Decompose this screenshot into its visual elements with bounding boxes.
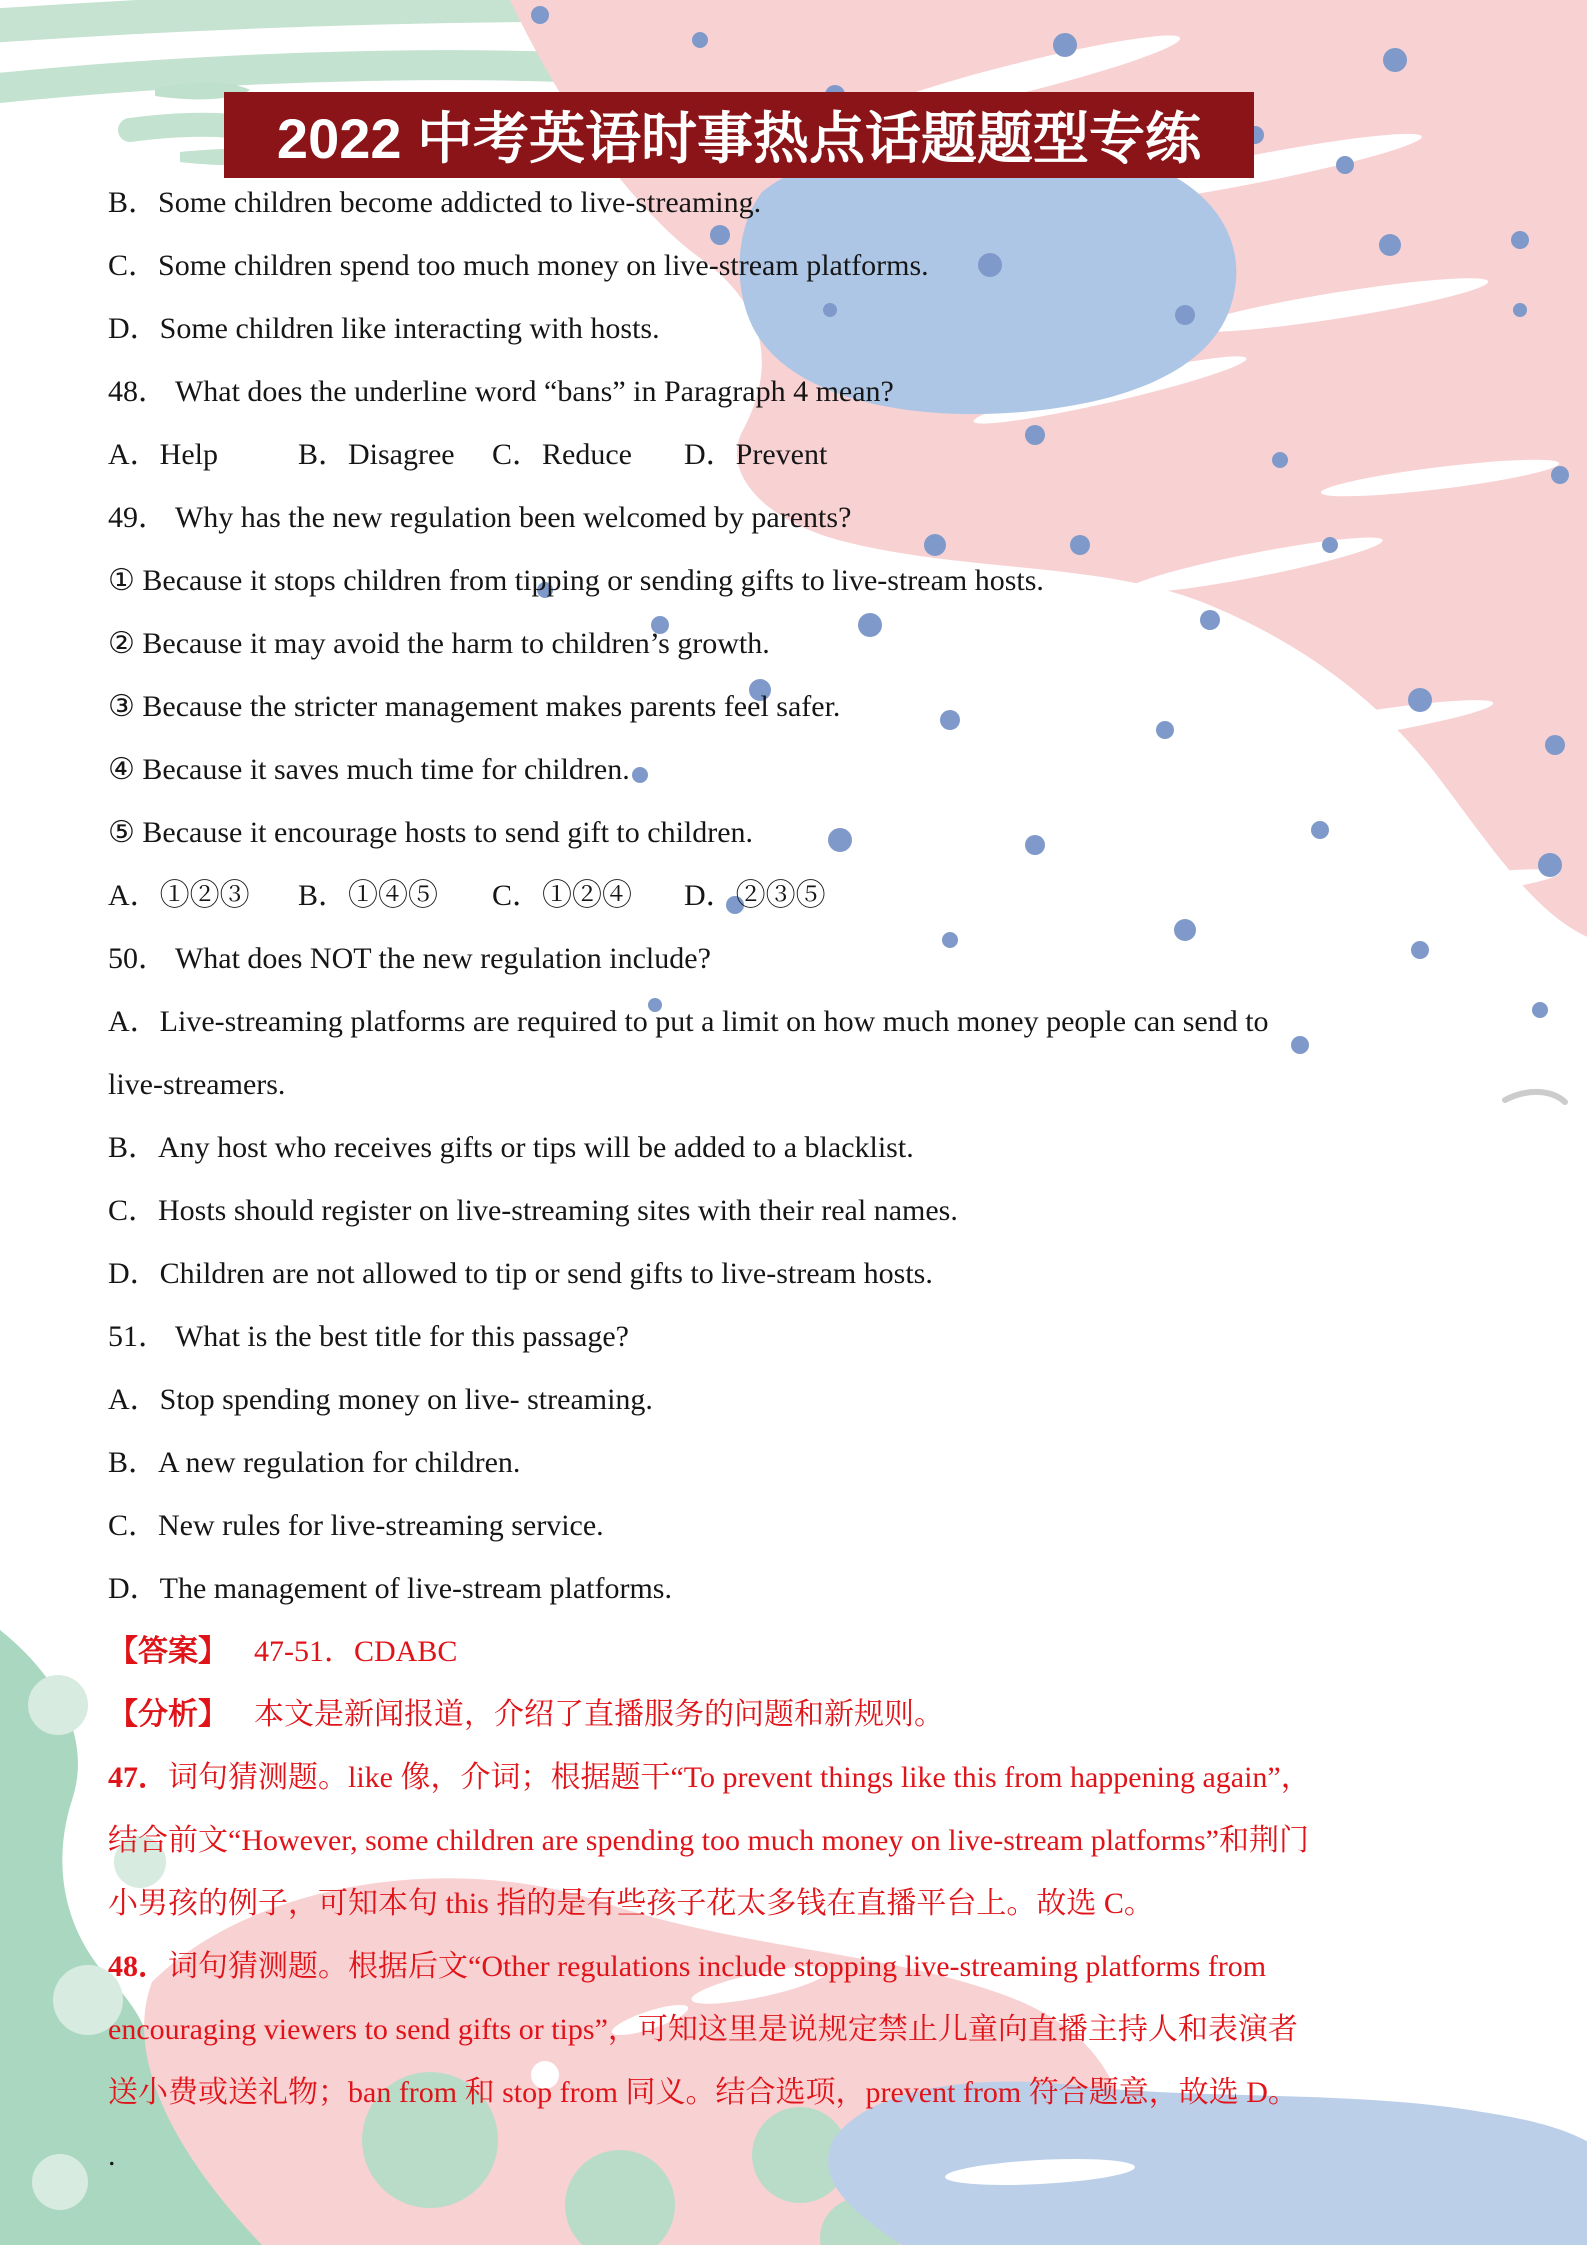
trailing-period: .: [108, 2139, 116, 2172]
q50-option-a-line2: live-streamers.: [108, 1068, 286, 1101]
document-body: [108, 171, 1498, 2187]
analysis-q48-line3: 送小费或送礼物；ban from 和 stop from 同义。结合选项，prevent from 符合题意，故选 D。: [108, 2076, 1298, 2109]
q51-option-b: B．A new regulation for children.: [108, 1446, 521, 1479]
q51-option-c: C．New rules for live-streaming service.: [108, 1509, 604, 1542]
q48-stem: 48． What does the underline word “bans” in Paragraph 4 mean?: [108, 375, 894, 408]
analysis-intro-line: [108, 1683, 1498, 1746]
q50-option-d: D．Children are not allowed to tip or send gifts to live-stream hosts.: [108, 1257, 933, 1290]
q51-option-a: A．Stop spending money on live- streaming.: [108, 1383, 653, 1416]
q49-statement-1: ① Because it stops children from tipping or sending gifts to live-stream hosts.: [108, 564, 1044, 597]
q48-options-row: [108, 423, 1498, 486]
analysis-q47-text1: 词句猜测题。like 像，介词；根据题干“To prevent things like this from happening again”，: [168, 1761, 1311, 1794]
q49-option-c: C．①②④: [492, 879, 633, 912]
q50-stem: 50． What does NOT the new regulation include?: [108, 942, 711, 975]
analysis-q47-line2: 结合前文“However, some children are spending too much money on live-stream platforms”和荆门: [108, 1824, 1309, 1857]
q49-stem: 49． Why has the new regulation been welcomed by parents?: [108, 501, 852, 534]
q50-option-a-line1: A．Live-streaming platforms are required to put a limit on how much money people can send to: [108, 1005, 1269, 1038]
analysis-q48-line1: [108, 1935, 1498, 1998]
q49-statement-5: ⑤ Because it encourage hosts to send gift to children.: [108, 816, 754, 849]
analysis-q48-number: 48．: [108, 1950, 168, 1983]
analysis-q47-line3: 小男孩的例子，可知本句 this 指的是有些孩子花太多钱在直播平台上。故选 C。: [108, 1887, 1154, 1920]
q50-option-b: B．Any host who receives gifts or tips will be added to a blacklist.: [108, 1131, 914, 1164]
q47-option-d: D．Some children like interacting with hosts.: [108, 312, 660, 345]
analysis-q48-text1: 词句猜测题。根据后文“Other regulations include stopping live-streaming platforms from: [168, 1950, 1267, 1983]
q49-option-a: A．①②③: [108, 879, 250, 912]
analysis-intro: 本文是新闻报道，介绍了直播服务的问题和新规则。: [254, 1698, 944, 1731]
analysis-label: 【分析】: [108, 1698, 228, 1731]
answer-label: 【答案】: [108, 1635, 228, 1668]
q47-option-c: C．Some children spend too much money on live-stream platforms.: [108, 249, 929, 282]
page-title: 2022 中考英语时事热点话题题型专练: [276, 107, 1202, 170]
answer-value: 47-51．CDABC: [254, 1635, 458, 1668]
answer-line: [108, 1620, 1498, 1683]
q48-option-c: C．Reduce: [492, 438, 632, 471]
analysis-q47-line1: [108, 1746, 1498, 1809]
analysis-q47-number: 47．: [108, 1761, 168, 1794]
grey-swirl: [1505, 1092, 1565, 1102]
q49-option-b: B．①④⑤: [298, 879, 439, 912]
q49-statement-4: ④ Because it saves much time for children.: [108, 753, 630, 786]
q47-option-b: B．Some children become addicted to live-streaming.: [108, 186, 762, 219]
q51-option-d: D．The management of live-stream platforms.: [108, 1572, 672, 1605]
q48-option-a: A．Help: [108, 438, 218, 471]
q49-statement-2: ② Because it may avoid the harm to children’s growth.: [108, 627, 770, 660]
q48-option-d: D．Prevent: [684, 438, 828, 471]
q51-stem: 51． What is the best title for this passage?: [108, 1320, 630, 1353]
title-banner: [224, 92, 1254, 178]
analysis-q48-line2: encouraging viewers to send gifts or tips”，可知这里是说规定禁止儿童向直播主持人和表演者: [108, 2013, 1298, 2046]
q48-option-b: B．Disagree: [298, 438, 455, 471]
q49-option-d: D．②③⑤: [684, 879, 826, 912]
q49-options-row: [108, 864, 1498, 927]
q50-option-c: C．Hosts should register on live-streaming sites with their real names.: [108, 1194, 958, 1227]
q49-statement-3: ③ Because the stricter management makes parents feel safer.: [108, 690, 841, 723]
